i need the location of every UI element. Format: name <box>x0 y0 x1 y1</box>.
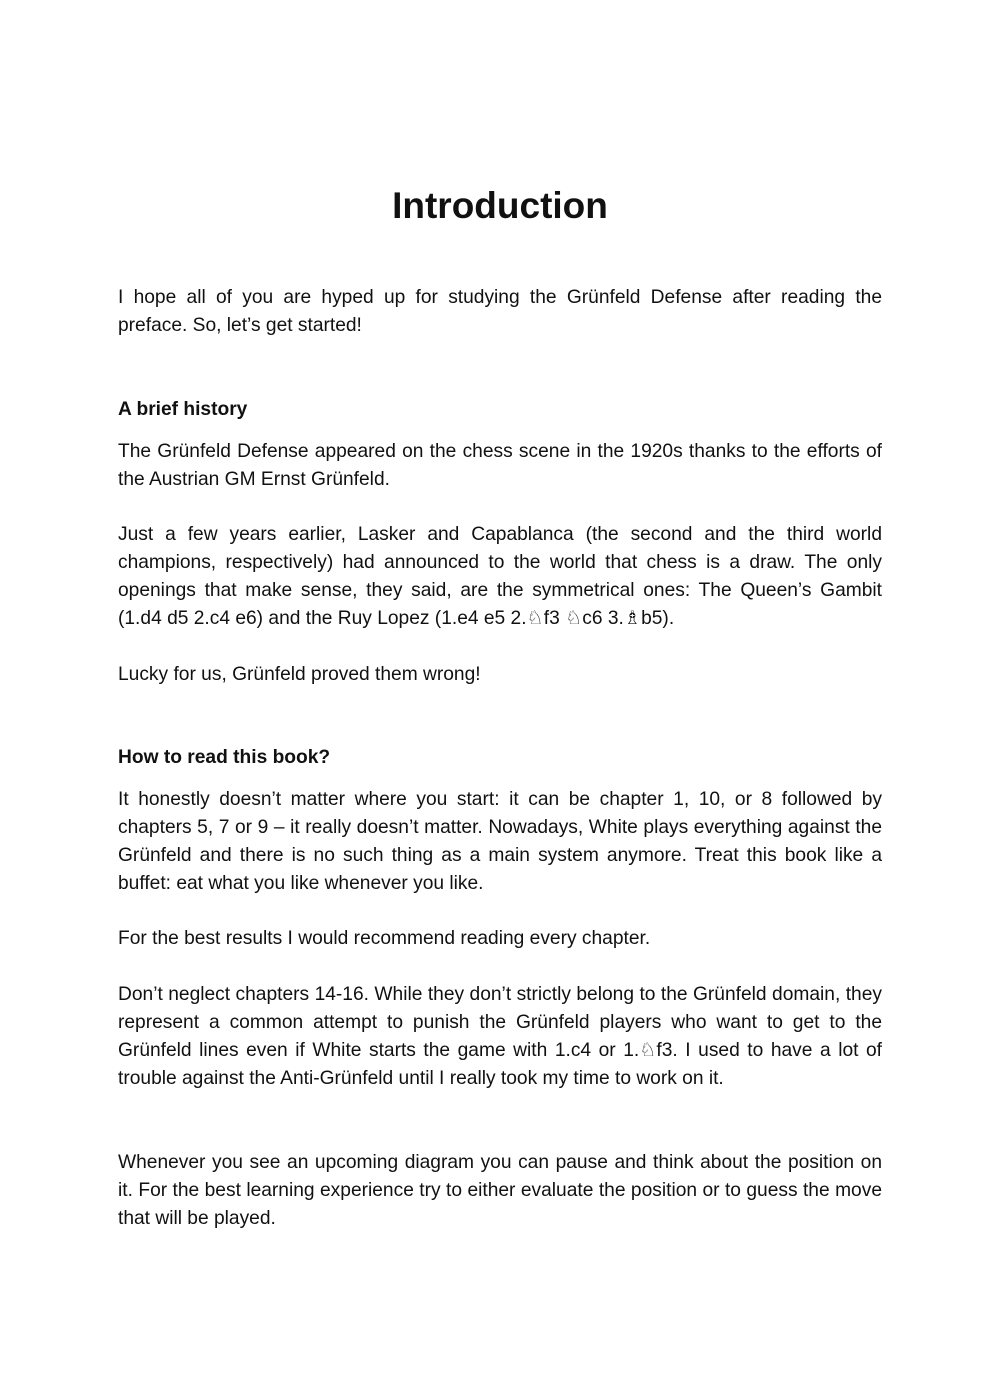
section-heading-howto: How to read this book? <box>118 747 331 768</box>
howto-paragraph-4: Whenever you see an upcoming diagram you can pause and think about the position on it. For the best learning experience try to either evaluate the position or to guess the move that will be played. <box>118 1152 882 1229</box>
history-paragraph-1: The Grünfeld Defense appeared on the chess scene in the 1920s thanks to the efforts of the Austrian GM Ernst Grünfeld. <box>118 441 882 490</box>
intro-paragraph: I hope all of you are hyped up for studying the Grünfeld Defense after reading the preface. So, let’s get started! <box>118 287 882 336</box>
howto-paragraph-2: For the best results I would recommend reading every chapter. <box>118 928 651 949</box>
history-paragraph-3: Lucky for us, Grünfeld proved them wrong! <box>118 664 481 685</box>
howto-paragraph-3: Don’t neglect chapters 14-16. While they don’t strictly belong to the Grünfeld domain, they represent a common attempt to punish the Grünfeld players who want to get to the Grünfeld lines even if White starts the game with 1.c4 or 1.♘f3. I used to have a lot of trouble against the Anti-Grünfeld until I really took my time to work on it. <box>118 984 882 1089</box>
section-heading-history: A brief history <box>118 399 248 420</box>
history-paragraph-2: Just a few years earlier, Lasker and Capablanca (the second and the third world champions, respectively) had announced to the world that chess is a draw. The only openings that make sense, they said, are the symmetrical ones: The Queen’s Gambit (1.d4 d5 2.c4 e6) and the Ruy Lopez (1.e4 e5 2.♘f3 ♘c6 3.♗b5). <box>118 524 882 629</box>
page-title: Introduction <box>392 185 608 226</box>
howto-paragraph-1: It honestly doesn’t matter where you start: it can be chapter 1, 10, or 8 followed by chapters 5, 7 or 9 – it really doesn’t matter. Nowadays, White plays everything against the Grünfeld and there is no such thing as a main system anymore. Treat this book like a buffet: eat what you like whenever you like. <box>118 789 882 894</box>
